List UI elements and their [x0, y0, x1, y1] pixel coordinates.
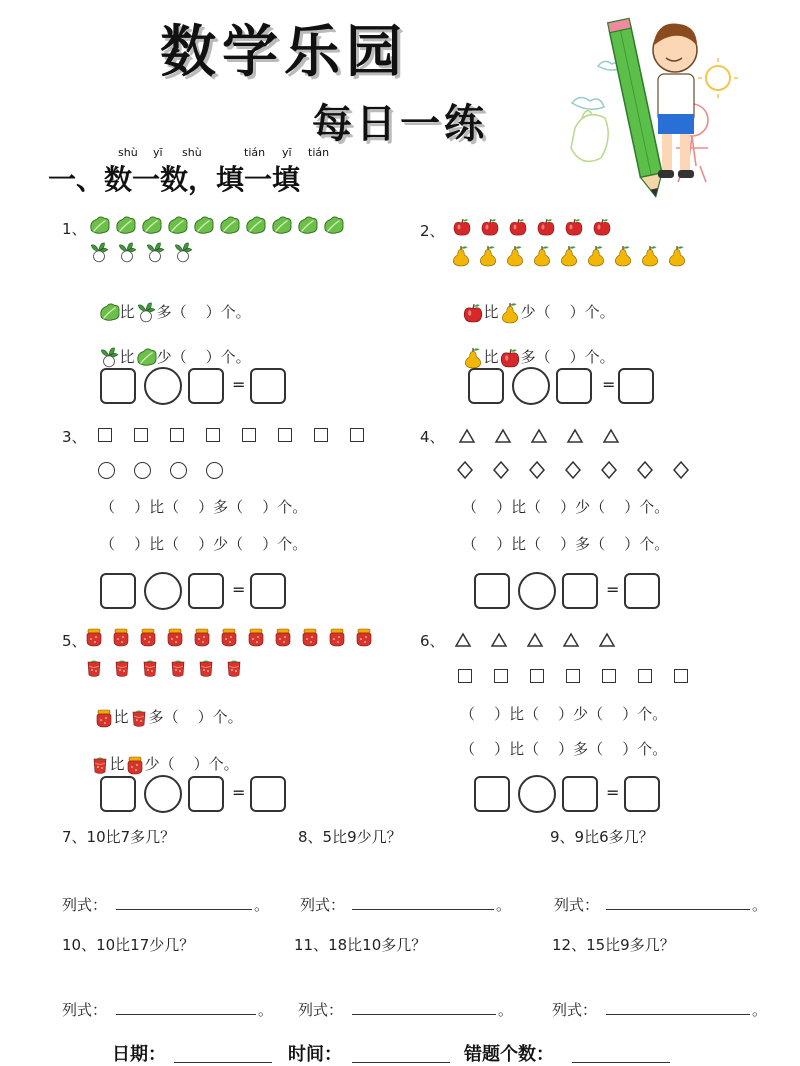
problem-6-line-a: （ ）比（ ）少（ ）个。	[460, 705, 668, 723]
formula-answer-7[interactable]	[116, 893, 252, 910]
word-problem-8: 8、5比9少几？	[298, 828, 402, 846]
problem-2-line-b	[452, 328, 615, 369]
equals-sign: =	[606, 783, 620, 802]
problem-4-triangles	[458, 426, 628, 446]
square-shape	[350, 428, 364, 442]
lettuce-icon	[169, 217, 187, 233]
circle-shape	[98, 462, 115, 479]
formula-end-7: 。	[254, 896, 270, 914]
answer-text: 少（ ）个。	[520, 303, 615, 321]
lettuce-row	[88, 213, 358, 237]
pear-icon	[462, 347, 484, 369]
strawberry-jar-icon	[114, 629, 128, 646]
square-shape	[170, 428, 184, 442]
apple-icon	[482, 219, 498, 235]
word-problem-9: 9、9比6多几？	[550, 828, 654, 846]
strawberry-jar-icon	[357, 629, 371, 646]
radish-icon	[147, 243, 164, 262]
triangle-shape	[600, 634, 614, 646]
formula-label-11: 列式：	[298, 1001, 344, 1019]
triangle-shape	[604, 430, 618, 442]
equals-sign: =	[232, 783, 246, 802]
answer-text: 少（ ）个。	[144, 755, 239, 773]
problem-2-result-box[interactable]	[618, 368, 654, 404]
lettuce-icon	[98, 302, 120, 324]
pear-icon	[588, 246, 603, 266]
formula-answer-10[interactable]	[116, 998, 256, 1015]
strawberry-jar-icon	[141, 629, 155, 646]
triangle-shape	[532, 430, 546, 442]
problem-2-row-pear	[450, 243, 700, 273]
strawberry-jar-icon	[125, 755, 145, 775]
strawberry-cup-icon	[116, 661, 128, 677]
lettuce-icon	[273, 217, 291, 233]
lettuce-icon	[299, 217, 317, 233]
answer-text: 多（ ）个。	[148, 708, 243, 726]
sun-icon	[706, 66, 730, 90]
square-shape	[530, 669, 544, 683]
lettuce-icon	[135, 347, 157, 369]
answer-text: 多（ ）个。	[520, 348, 615, 366]
formula-end-12: 。	[752, 1001, 768, 1019]
problem-3-number: 3、	[62, 428, 87, 446]
formula-answer-8[interactable]	[352, 893, 494, 910]
problem-5-row-jar	[84, 625, 384, 653]
diamond-shape	[674, 462, 688, 478]
problem-6-line-b: （ ）比（ ）多（ ）个。	[460, 740, 668, 758]
lettuce-icon	[195, 217, 213, 233]
formula-label-7: 列式：	[62, 896, 108, 914]
pinyin-shu1: shù	[118, 146, 138, 159]
pear-icon	[561, 246, 576, 266]
error-count-input[interactable]	[572, 1046, 670, 1063]
date-label: 日期：	[112, 1044, 166, 1065]
diamond-shape	[458, 462, 472, 478]
strawberry-cup-icon	[88, 661, 100, 677]
apple-icon	[454, 219, 470, 235]
diamond-shape	[566, 462, 580, 478]
pear-icon	[534, 246, 549, 266]
problem-1-line-b	[88, 328, 251, 369]
radish-icon	[98, 347, 120, 369]
problem-5-number: 5、	[62, 632, 87, 650]
compare-word: 比	[483, 348, 499, 366]
problem-3-line-b: （ ）比（ ）少（ ）个。	[100, 535, 308, 553]
compare-word: 比	[119, 348, 135, 366]
problem-5-result-box[interactable]	[250, 776, 286, 812]
apple-icon	[462, 302, 484, 324]
problem-4-number: 4、	[420, 428, 445, 446]
strawberry-jar-icon	[276, 629, 290, 646]
date-input[interactable]	[174, 1046, 272, 1063]
apple-icon	[510, 219, 526, 235]
square-shape	[134, 428, 148, 442]
problem-2-number: 2、	[420, 222, 445, 240]
problem-4-line-a: （ ）比（ ）少（ ）个。	[462, 498, 670, 516]
equals-sign: =	[606, 580, 620, 599]
apple-icon	[594, 219, 610, 235]
pear-icon	[499, 302, 521, 324]
pinyin-tian2: tián	[308, 146, 330, 159]
radish-row	[88, 240, 198, 266]
problem-6-result-box[interactable]	[624, 776, 660, 812]
strawberry-cup-icon	[90, 755, 110, 775]
strawberry-jar-icon	[94, 708, 114, 728]
compare-word: 比	[109, 755, 125, 773]
triangle-shape	[492, 634, 506, 646]
problem-2-line-a	[452, 283, 615, 324]
strawberry-jar-icon	[303, 629, 317, 646]
problem-3-squares	[98, 428, 378, 444]
triangle-shape	[460, 430, 474, 442]
formula-answer-12[interactable]	[606, 998, 750, 1015]
problem-1-operand-box-2[interactable]	[188, 368, 224, 404]
strawberry-jar-icon	[87, 629, 101, 646]
pear-icon	[507, 246, 522, 266]
problem-6-operator-circle[interactable]	[518, 775, 556, 813]
triangle-shape	[496, 430, 510, 442]
problem-4-line-b: （ ）比（ ）多（ ）个。	[462, 535, 670, 553]
square-shape	[638, 669, 652, 683]
radish-icon	[175, 243, 192, 262]
lettuce-icon	[221, 217, 239, 233]
pinyin-yi2: yī	[282, 146, 292, 159]
problem-5-line-b	[80, 735, 239, 775]
problem-4-operand-box-2[interactable]	[562, 573, 598, 609]
strawberry-jar-icon	[168, 629, 182, 646]
problem-5-line-a	[84, 688, 243, 728]
lettuce-icon	[247, 217, 265, 233]
problem-2-operator-circle[interactable]	[512, 367, 550, 405]
square-shape	[314, 428, 328, 442]
square-shape	[98, 428, 112, 442]
problem-4-diamonds	[456, 460, 706, 482]
square-shape	[278, 428, 292, 442]
formula-answer-11[interactable]	[352, 998, 496, 1015]
lettuce-icon	[325, 217, 343, 233]
pinyin-shu2: shù	[182, 146, 202, 159]
diamond-shape	[530, 462, 544, 478]
problem-4-operator-circle[interactable]	[518, 572, 556, 610]
formula-label-10: 列式：	[62, 1001, 108, 1019]
circle-shape	[206, 462, 223, 479]
strawberry-jar-row	[84, 625, 384, 649]
problem-1-number: 1、	[62, 220, 87, 238]
equals-sign: =	[232, 375, 246, 394]
formula-end-9: 。	[752, 896, 768, 914]
page-subtitle: 每日一练	[312, 100, 488, 147]
square-shape	[674, 669, 688, 683]
word-problem-10: 10、10比17少几？	[62, 936, 195, 954]
boy-with-pencil-illustration	[560, 8, 760, 198]
compare-word: 比	[483, 303, 499, 321]
lettuce-icon	[143, 217, 161, 233]
word-problem-7: 7、10比7多几？	[62, 828, 176, 846]
problem-1-operand-box-1[interactable]	[100, 368, 136, 404]
problem-3-result-box[interactable]	[250, 573, 286, 609]
square-shape	[566, 669, 580, 683]
problem-3-line-a: （ ）比（ ）多（ ）个。	[100, 498, 308, 516]
pinyin-yi1: yī	[153, 146, 163, 159]
square-shape	[242, 428, 256, 442]
time-label: 时间：	[288, 1044, 342, 1065]
strawberry-cup-icon	[172, 661, 184, 677]
strawberry-jar-icon	[249, 629, 263, 646]
triangle-shape	[568, 430, 582, 442]
lettuce-icon	[117, 217, 135, 233]
pinyin-tian1: tián	[244, 146, 266, 159]
answer-text: 少（ ）个。	[156, 348, 251, 366]
time-input[interactable]	[352, 1046, 450, 1063]
triangle-shape	[564, 634, 578, 646]
lettuce-icon	[91, 217, 109, 233]
strawberry-jar-icon	[330, 629, 344, 646]
diamond-shape	[602, 462, 616, 478]
apple-row	[452, 215, 622, 239]
problem-4-result-box[interactable]	[624, 573, 660, 609]
problem-3-circles	[98, 462, 238, 480]
problem-6-triangles	[454, 630, 624, 650]
problem-1-row-lettuce	[88, 213, 368, 237]
strawberry-cup-icon	[144, 661, 156, 677]
problem-5-operand-box-2[interactable]	[188, 776, 224, 812]
diamond-shape	[494, 462, 508, 478]
problem-2-row-apple	[452, 215, 622, 243]
formula-answer-9[interactable]	[606, 893, 750, 910]
pear-icon	[615, 246, 630, 266]
problem-1-line-a	[88, 283, 251, 324]
problem-4-operand-box-1[interactable]	[474, 573, 510, 609]
diamond-shape	[638, 462, 652, 478]
apple-icon	[538, 219, 554, 235]
formula-label-9: 列式：	[554, 896, 600, 914]
strawberry-jar-icon	[195, 629, 209, 646]
problem-6-operand-box-1[interactable]	[474, 776, 510, 812]
apple-icon	[499, 347, 521, 369]
pear-icon	[480, 246, 495, 266]
radish-icon	[91, 243, 108, 262]
square-shape	[206, 428, 220, 442]
compare-word: 比	[119, 303, 135, 321]
problem-3-operand-box-2[interactable]	[188, 573, 224, 609]
pear-icon	[453, 246, 468, 266]
problem-3-operator-circle[interactable]	[144, 572, 182, 610]
square-shape	[602, 669, 616, 683]
answer-text: 多（ ）个。	[156, 303, 251, 321]
problem-6-operand-box-2[interactable]	[562, 776, 598, 812]
problem-1-row-radish	[88, 240, 198, 270]
problem-1-operator-circle[interactable]	[144, 367, 182, 405]
problem-5-operand-box-1[interactable]	[100, 776, 136, 812]
problem-2-operand-box-2[interactable]	[556, 368, 592, 404]
square-shape	[494, 669, 508, 683]
problem-6-squares	[458, 669, 698, 685]
square-shape	[458, 669, 472, 683]
radish-icon	[119, 243, 136, 262]
problem-5-row-cup	[84, 656, 254, 684]
compare-word: 比	[113, 708, 129, 726]
strawberry-cup-row	[84, 656, 254, 680]
equals-sign: =	[232, 580, 246, 599]
formula-end-8: 。	[496, 896, 512, 914]
word-problem-11: 11、18比10多几？	[294, 936, 427, 954]
formula-end-10: 。	[258, 1001, 274, 1019]
pear-icon	[642, 246, 657, 266]
circle-shape	[134, 462, 151, 479]
radish-icon	[135, 302, 157, 324]
pear-icon	[669, 246, 684, 266]
strawberry-cup-icon	[228, 661, 240, 677]
formula-label-8: 列式：	[300, 896, 346, 914]
pear-row	[450, 243, 700, 269]
problem-1-result-box[interactable]	[250, 368, 286, 404]
problem-6-number: 6、	[420, 632, 445, 650]
circle-shape	[170, 462, 187, 479]
triangle-shape	[456, 634, 470, 646]
problem-5-operator-circle[interactable]	[144, 775, 182, 813]
section-heading: 一、数一数，填一填	[48, 163, 301, 196]
strawberry-cup-icon	[200, 661, 212, 677]
word-problem-12: 12、15比9多几？	[552, 936, 675, 954]
formula-label-12: 列式：	[552, 1001, 598, 1019]
equals-sign: =	[602, 375, 616, 394]
strawberry-cup-icon	[129, 708, 149, 728]
problem-3-operand-box-1[interactable]	[100, 573, 136, 609]
apple-icon	[566, 219, 582, 235]
strawberry-jar-icon	[222, 629, 236, 646]
error-count-label: 错题个数：	[464, 1044, 554, 1065]
page-title: 数学乐园	[160, 19, 408, 85]
triangle-shape	[528, 634, 542, 646]
problem-2-operand-box-1[interactable]	[468, 368, 504, 404]
formula-end-11: 。	[498, 1001, 514, 1019]
